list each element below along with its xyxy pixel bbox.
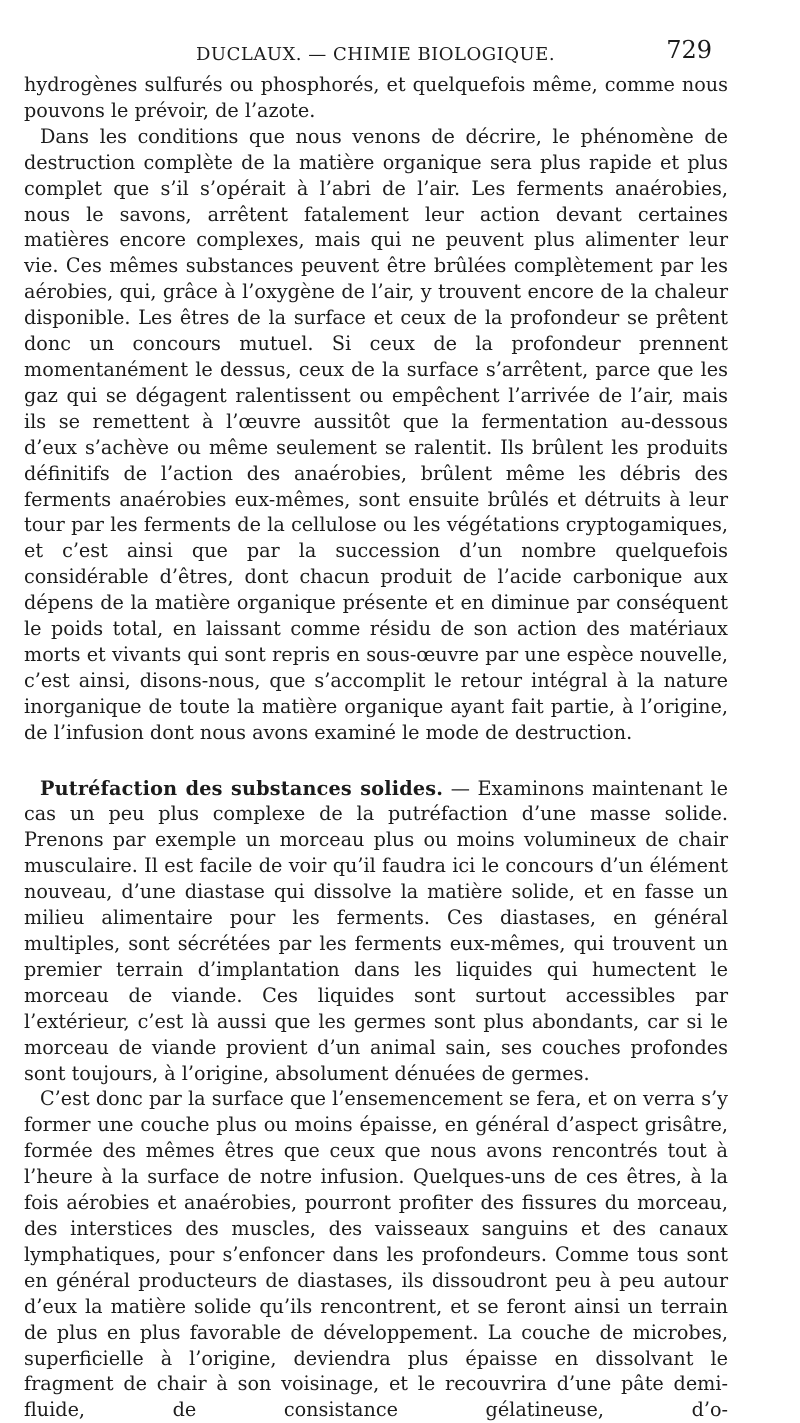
paragraph-continuation: hydrogènes sulfurés ou phosphorés, et quelquefois même, comme nous pouvons le prévoir, de l’azote. [24,73,728,122]
page-header [26,36,712,76]
paragraph-aerobic-anaerobic: Dans les conditions que nous venons de décrire, le phénomène de destruction complète de la matière organique sera plus rapide et plus complet que s’il s’opérait à l’abri de l’air. Les ferments anaérobies, nous le savons, arrêtent fatalement leur action devant certaines matières encore complexes, mais qui ne peuvent plus alimenter leur vie. Ces mêmes substances peuvent être brûlées complètement par les aérobies, qui, grâce à l’oxygène de l’air, y trouvent encore de la chaleur disponible. Les êtres de la surface et ceux de la profondeur se prêtent donc un concours mutuel. Si ceux de la profondeur prennent momentanément le dessus, ceux de la surface s’arrêtent, parce que les gaz qui se dégagent ralentissent ou empêchent l’arrivée de l’air, mais ils se remettent à l’œuvre aussitôt que la fermentation au-dessous d’eux s’achève ou même seulement se ralentit. Ils brûlent les produits définitifs de l’action des anaérobies, brûlent même les débris des ferments anaérobies eux-mêmes, sont ensuite brûlés et détruits à leur tour par les ferments de la cellulose ou les végétations cryptogamiques, et c’est ainsi que par la succession d’un nombre quelquefois considérable d’êtres, dont chacun produit de l’acide carbonique aux dépens de la matière organique présente et en diminue par conséquent le poids total, en laissant comme résidu de son action des matériaux morts et vivants qui sont repris en sous-œuvre par une espèce nouvelle, c’est ainsi, disons-nous, que s’accomplit le retour intégral à la nature inorganique de toute la matière organique ayant fait partie, à l’origine, de l’infusion dont nous avons examiné le mode de destruction. [24,124,728,744]
section-heading: Putréfaction des substances solides. [40,776,444,800]
page-number: 729 [666,36,712,64]
paragraph-surface-seeding: C’est donc par la surface que l’ensemencement se fera, et on verra s’y former une couche plus ou moins épaisse, en général d’aspect grisâtre, formée des mêmes êtres que ceux que nous avons rencontrés tout à l’heure à la surface de notre infusion. Quelques-uns de ces êtres, à la fois aérobies et anaérobies, pourront profiter des fissures du morceau, des interstices des muscles, des vaisseaux sanguins et des canaux lymphatiques, pour s’enfoncer dans les profondeurs. Comme tous sont en général producteurs de diastases, ils dissoudront peu à peu autour d’eux la matière solide qu’ils rencontrent, et se feront ainsi un terrain de plus en plus favorable de développement. La couche de microbes, superficielle à l’origine, deviendra plus épaisse en dissolvant le fragment de chair à son voisinage, et le recouvrira d’une pâte demi-fluide, de consistance gélatineuse, d’o- [24,1087,728,1422]
paragraph-putrefaction [24,776,728,1087]
section-gap [24,746,728,776]
page-body [24,72,728,1423]
running-head: DUCLAUX. — CHIMIE BIOLOGIQUE. [196,44,556,65]
section-text: — Examinons maintenant le cas un peu plus complexe de la putréfaction d’une masse solide. Prenons par exemple un morceau plus ou moins volumineux de chair musculaire. Il est facile de voir qu’il faudra ici le concours d’un élément nouveau, d’une diastase qui dissolve la matière solide, et en fasse un milieu alimentaire pour les ferments. Ces diastases, en général multiples, sont sécrétées par les ferments eux-mêmes, qui trouvent un premier terrain d’implantation dans les liquides qui humectent le morceau de viande. Ces liquides sont surtout accessibles par l’extérieur, c’est là aussi que les germes sont plus abondants, car si le morceau de viande provient d’un animal sain, ses couches profondes sont toujours, à l’origine, absolument dénuées de germes. [24,776,728,1085]
